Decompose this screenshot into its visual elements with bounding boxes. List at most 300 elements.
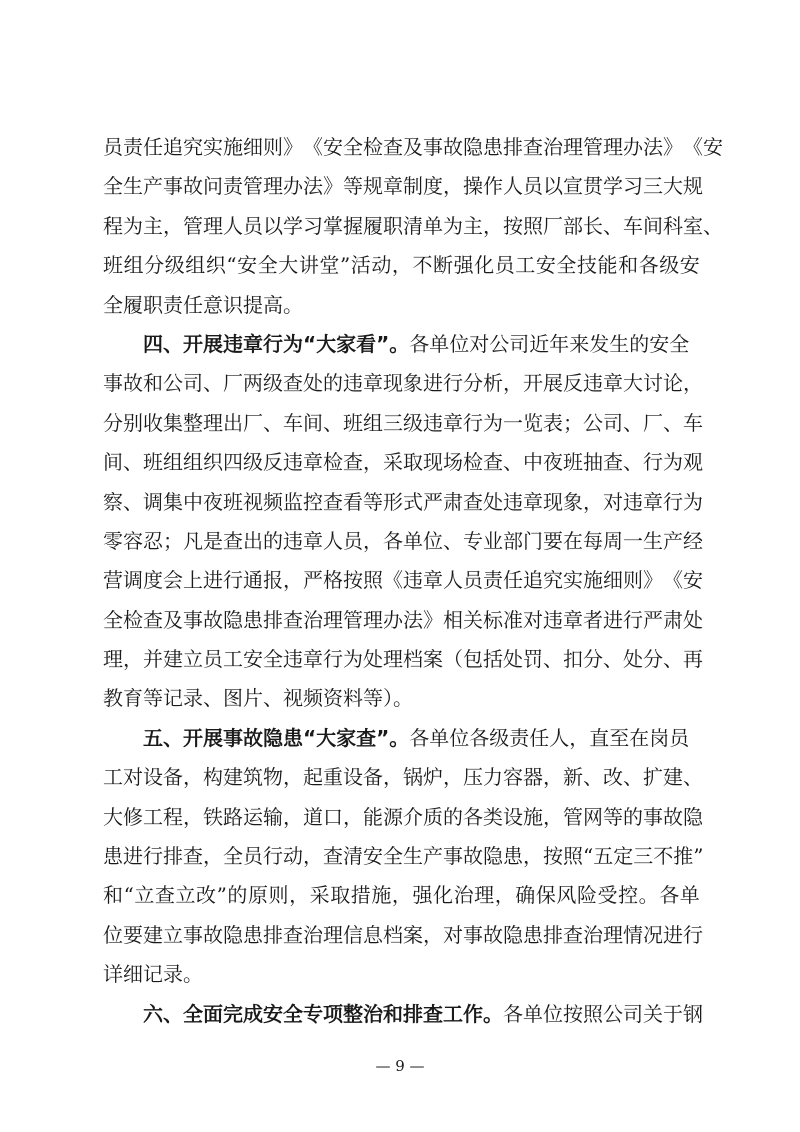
glyph: 细: [243, 135, 263, 159]
glyph: 肃: [443, 489, 463, 514]
glyph: 罚: [523, 647, 543, 672]
text-line: [103, 837, 704, 876]
glyph: 排: [263, 607, 283, 632]
glyph: 专: [463, 528, 483, 553]
glyph: 班: [343, 410, 363, 435]
glyph: ，: [483, 213, 503, 238]
glyph: ，: [443, 174, 463, 199]
glyph: 追: [163, 135, 183, 159]
glyph: 分: [103, 410, 123, 435]
glyph: 、: [623, 765, 643, 790]
glyph: 习: [303, 213, 323, 238]
glyph: 安: [683, 568, 703, 593]
glyph: 改: [603, 765, 623, 790]
glyph: 究: [183, 135, 203, 159]
glyph: ，: [183, 804, 203, 829]
glyph: 施: [523, 804, 543, 829]
glyph: 起: [303, 765, 323, 790]
glyph: 查: [323, 489, 343, 514]
glyph: 视: [243, 489, 263, 514]
glyph: 介: [403, 804, 423, 829]
glyph: 行: [323, 647, 343, 672]
glyph: 生: [123, 174, 143, 199]
glyph: 《: [683, 135, 703, 159]
glyph: “: [583, 844, 594, 869]
glyph: （: [443, 647, 463, 672]
glyph: 安: [363, 844, 383, 869]
glyph: 出: [223, 410, 243, 435]
glyph: 取: [330, 883, 351, 908]
glyph: 的: [443, 804, 463, 829]
text-line: [103, 325, 700, 364]
glyph: 能: [597, 253, 618, 278]
glyph: 、: [623, 410, 643, 435]
glyph: 人: [323, 528, 343, 553]
glyph: 故: [203, 607, 223, 632]
glyph: 司: [183, 371, 203, 396]
glyph: 隐: [223, 922, 243, 947]
glyph: 改: [196, 883, 217, 908]
glyph: 开: [523, 371, 543, 396]
glyph: 容: [123, 528, 143, 553]
glyph: 习: [623, 174, 643, 199]
glyph: 对: [603, 489, 623, 514]
glyph: 进: [123, 844, 143, 869]
glyph: 推: [673, 844, 694, 869]
glyph: 》: [283, 135, 303, 159]
glyph: 追: [523, 568, 543, 593]
glyph: 细: [603, 568, 623, 593]
glyph: 和: [618, 253, 639, 278]
glyph: 《: [383, 568, 403, 593]
glyph: 生: [643, 528, 663, 553]
glyph: 险: [576, 883, 597, 908]
glyph: ，: [391, 253, 412, 278]
glyph: 准: [503, 607, 523, 632]
glyph: 患: [243, 607, 263, 632]
glyph: 进: [423, 371, 443, 396]
glyph: ，: [503, 371, 523, 396]
glyph: 反: [263, 450, 283, 475]
glyph: 频: [263, 489, 283, 514]
glyph: 实: [203, 135, 223, 159]
glyph: 形: [383, 489, 403, 514]
glyph: 组: [163, 450, 183, 475]
paragraph-continued-regulations: [103, 128, 723, 325]
glyph: ，: [289, 883, 310, 908]
glyph: 室: [683, 213, 703, 238]
glyph: 事: [103, 371, 123, 396]
glyph: 治: [303, 607, 323, 632]
glyph: 安: [243, 647, 263, 672]
glyph: 按: [503, 213, 523, 238]
glyph: 物: [263, 765, 283, 790]
glyph: 调: [123, 568, 143, 593]
glyph: 理: [323, 922, 343, 947]
glyph: 凡: [183, 528, 203, 553]
glyph: 排: [543, 922, 563, 947]
glyph: 工: [515, 253, 536, 278]
glyph: 员: [494, 253, 515, 278]
glyph: 产: [143, 174, 163, 199]
text-line: [103, 167, 703, 206]
glyph: 等: [363, 489, 383, 514]
glyph: 隐: [483, 844, 503, 869]
glyph: 事: [183, 922, 203, 947]
glyph: 览: [523, 410, 543, 435]
glyph: 作: [483, 174, 503, 199]
glyph: 和: [103, 883, 123, 908]
glyph: 级: [263, 371, 283, 396]
glyph: 员: [243, 213, 263, 238]
glyph: 化: [474, 253, 495, 278]
glyph: 章: [643, 489, 663, 514]
glyph: 员: [203, 647, 223, 672]
glyph: 任: [503, 568, 523, 593]
glyph: 采: [383, 450, 403, 475]
glyph: 及: [403, 135, 423, 159]
glyph: 报: [263, 568, 283, 593]
glyph: 网: [583, 804, 603, 829]
text-line: [103, 483, 703, 522]
glyph: 清: [403, 213, 423, 238]
glyph: 修: [123, 804, 143, 829]
glyph: 公: [583, 410, 603, 435]
glyph: 集: [163, 489, 183, 514]
glyph: 责: [123, 135, 143, 159]
glyph: 新: [563, 765, 583, 790]
glyph: 班: [143, 450, 163, 475]
glyph: 级: [243, 450, 263, 475]
glyph: 责: [483, 568, 503, 593]
glyph: 查: [143, 607, 163, 632]
glyph: 施: [371, 883, 392, 908]
glyph: ，: [303, 844, 323, 869]
glyph: “: [123, 883, 134, 908]
text-line: [103, 561, 703, 600]
glyph: 人: [503, 174, 523, 199]
glyph: 学: [603, 174, 623, 199]
glyph: 按: [343, 568, 363, 593]
glyph: 各: [383, 528, 403, 553]
glyph: 查: [343, 450, 363, 475]
glyph: 组: [185, 253, 206, 278]
text-line: [103, 246, 700, 285]
text-line: [103, 876, 700, 915]
glyph: 集: [163, 410, 183, 435]
glyph: 进: [603, 607, 623, 632]
glyph: 单: [679, 883, 700, 908]
glyph: 反: [563, 371, 583, 396]
glyph: 人: [443, 568, 463, 593]
glyph: 五: [593, 844, 614, 869]
glyph: 原: [247, 883, 268, 908]
glyph: 行: [463, 410, 483, 435]
glyph: 定: [613, 844, 634, 869]
glyph: 采: [309, 883, 330, 908]
glyph: 司: [603, 410, 623, 435]
glyph: 查: [283, 607, 303, 632]
glyph: 学: [283, 213, 303, 238]
glyph: 车: [683, 410, 703, 435]
glyph: 则: [263, 135, 283, 159]
glyph: 行: [143, 844, 163, 869]
glyph: 全: [103, 607, 123, 632]
glyph: 患: [523, 922, 543, 947]
glyph: 进: [203, 568, 223, 593]
glyph: 查: [483, 450, 503, 475]
glyph: 故: [203, 922, 223, 947]
glyph: 履: [363, 213, 383, 238]
glyph: 、: [683, 765, 703, 790]
glyph: 实: [563, 568, 583, 593]
glyph: 科: [663, 213, 683, 238]
glyph: 控: [303, 489, 323, 514]
glyph: 以: [263, 213, 283, 238]
glyph: 事: [163, 174, 183, 199]
glyph: 息: [363, 922, 383, 947]
glyph: 抽: [583, 450, 603, 475]
glyph: 一: [623, 528, 643, 553]
glyph: 者: [583, 607, 603, 632]
paragraph-section-five: [103, 719, 704, 995]
glyph: 设: [143, 765, 163, 790]
glyph: 度: [143, 568, 163, 593]
glyph: 在: [563, 528, 583, 553]
glyph: 规: [363, 174, 383, 199]
glyph: 要: [543, 528, 563, 553]
glyph: 容: [503, 765, 523, 790]
glyph: 患: [483, 135, 503, 159]
glyph: 间: [303, 410, 323, 435]
glyph: 中: [523, 450, 543, 475]
glyph: 道: [303, 804, 323, 829]
glyph: 查: [154, 883, 175, 908]
glyph: 章: [363, 371, 383, 396]
glyph: 一: [503, 410, 523, 435]
glyph: 全: [343, 135, 363, 159]
glyph: 组: [363, 410, 383, 435]
glyph: 的: [263, 528, 283, 553]
document-body: [103, 128, 723, 1034]
glyph: ，: [523, 844, 543, 869]
glyph: 、: [663, 647, 683, 672]
glyph: 受: [597, 883, 618, 908]
section-heading: 四、开展违章行为“大家看”。: [143, 331, 410, 356]
glyph: 查: [603, 450, 623, 475]
glyph: 照: [523, 213, 543, 238]
glyph: 技: [576, 253, 597, 278]
glyph: ，: [283, 804, 303, 829]
glyph: 则: [268, 883, 289, 908]
glyph: 档: [383, 922, 403, 947]
glyph: 掌: [323, 213, 343, 238]
glyph: 理: [203, 410, 223, 435]
glyph: 进: [663, 922, 683, 947]
glyph: 违: [423, 410, 443, 435]
glyph: 、: [203, 371, 223, 396]
glyph: 产: [663, 528, 683, 553]
glyph: 理: [203, 213, 223, 238]
glyph: 类: [483, 804, 503, 829]
glyph: 间: [643, 213, 663, 238]
glyph: 照: [363, 568, 383, 593]
glyph: ，: [163, 213, 183, 238]
glyph: 工: [223, 647, 243, 672]
glyph: 能: [363, 804, 383, 829]
glyph: 理: [383, 647, 403, 672]
text-line: [103, 601, 703, 640]
glyph: 人: [223, 213, 243, 238]
glyph: 违: [403, 568, 423, 593]
glyph: ，: [494, 883, 515, 908]
glyph: 《: [663, 568, 683, 593]
glyph: 位: [423, 528, 443, 553]
glyph: 管: [243, 174, 263, 199]
glyph: 全: [257, 253, 278, 278]
glyph: 章: [423, 568, 443, 593]
glyph: 式: [403, 489, 423, 514]
text-line: [103, 207, 723, 246]
glyph: 口: [323, 804, 343, 829]
glyph: 、: [583, 765, 603, 790]
text-line: [103, 798, 703, 837]
glyph: 单: [423, 213, 443, 238]
glyph: 源: [383, 804, 403, 829]
text-line: [103, 758, 703, 797]
glyph: 分: [583, 647, 603, 672]
glyph: 质: [423, 804, 443, 829]
glyph: 等: [603, 804, 623, 829]
text-line: [103, 995, 703, 1034]
glyph: 章: [563, 607, 583, 632]
glyph: 、: [503, 450, 523, 475]
glyph: 安: [679, 253, 700, 278]
paragraph-section-six: [103, 995, 703, 1034]
glyph: 级: [403, 410, 423, 435]
glyph: 标: [483, 607, 503, 632]
glyph: ，: [543, 804, 563, 829]
glyph: 设: [503, 804, 523, 829]
glyph: 操: [463, 174, 483, 199]
glyph: 各: [463, 804, 483, 829]
glyph: 现: [423, 450, 443, 475]
glyph: 查: [283, 922, 303, 947]
glyph: 工: [103, 765, 123, 790]
glyph: 、: [443, 528, 463, 553]
glyph: 全: [223, 844, 243, 869]
glyph: 理: [603, 922, 623, 947]
glyph: 部: [563, 213, 583, 238]
glyph: 握: [343, 213, 363, 238]
glyph: 要: [123, 922, 143, 947]
glyph: ”: [693, 844, 704, 869]
text-line: [103, 640, 703, 679]
glyph: 安: [703, 135, 723, 159]
glyph: 理: [563, 135, 583, 159]
text-line: [103, 443, 703, 482]
glyph: 》: [323, 174, 343, 199]
glyph: 为: [123, 213, 143, 238]
glyph: 营: [103, 568, 123, 593]
glyph: 夜: [203, 489, 223, 514]
glyph: 四: [223, 450, 243, 475]
glyph: 违: [343, 371, 363, 396]
glyph: ，: [363, 450, 383, 475]
glyph: 中: [183, 489, 203, 514]
glyph: 、: [123, 489, 143, 514]
glyph: 办: [283, 174, 303, 199]
glyph: 情: [623, 922, 643, 947]
glyph: 事: [423, 135, 443, 159]
glyph: 治: [583, 922, 603, 947]
glyph: 》: [423, 607, 443, 632]
glyph: 案: [403, 922, 423, 947]
glyph: ，: [203, 844, 223, 869]
glyph: 章: [303, 450, 323, 475]
glyph: 调: [143, 489, 163, 514]
glyph: 取: [403, 450, 423, 475]
glyph: 经: [683, 528, 703, 553]
glyph: 隐: [463, 135, 483, 159]
glyph: 、: [603, 213, 623, 238]
glyph: 查: [223, 528, 243, 553]
glyph: 度: [423, 174, 443, 199]
glyph: 确: [515, 883, 536, 908]
glyph: 办: [623, 135, 643, 159]
glyph: 强: [412, 883, 433, 908]
glyph: 违: [283, 647, 303, 672]
glyph: 不: [653, 844, 674, 869]
glyph: 施: [583, 568, 603, 593]
glyph: 筑: [243, 765, 263, 790]
glyph: 表: [543, 410, 563, 435]
glyph: 照: [563, 844, 583, 869]
glyph: 别: [123, 410, 143, 435]
glyph: 查: [523, 135, 543, 159]
glyph: 动: [283, 844, 303, 869]
glyph: 及: [163, 607, 183, 632]
glyph: 为: [343, 647, 363, 672]
glyph: 、: [703, 213, 723, 238]
glyph: 程: [103, 213, 123, 238]
text-segment: 各单位按照公司关于钢: [503, 1001, 703, 1026]
glyph: 》: [643, 568, 663, 593]
glyph: 故: [183, 174, 203, 199]
glyph: 为: [663, 450, 683, 475]
glyph: 查: [323, 844, 343, 869]
glyph: 班: [563, 450, 583, 475]
glyph: 和: [143, 371, 163, 396]
glyph: 故: [463, 844, 483, 869]
glyph: 织: [203, 450, 223, 475]
glyph: 理: [603, 135, 623, 159]
glyph: 患: [103, 844, 123, 869]
glyph: ，: [183, 765, 203, 790]
glyph: 建: [223, 765, 243, 790]
text-line: 全履职责任意识提高。: [103, 292, 303, 317]
glyph: 检: [323, 450, 343, 475]
glyph: ，: [383, 765, 403, 790]
glyph: 建: [663, 765, 683, 790]
glyph: 不: [412, 253, 433, 278]
glyph: 厂: [243, 410, 263, 435]
glyph: 措: [350, 883, 371, 908]
glyph: 周: [603, 528, 623, 553]
glyph: 建: [163, 647, 183, 672]
glyph: 清: [343, 844, 363, 869]
glyph: 扩: [643, 765, 663, 790]
